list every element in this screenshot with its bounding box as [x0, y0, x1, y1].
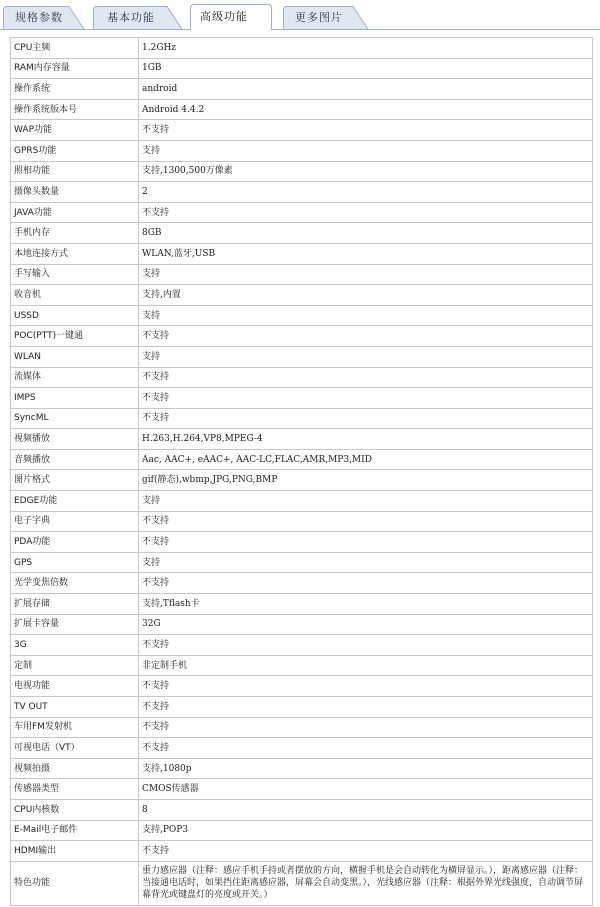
spec-label: 视频播放 [11, 429, 139, 450]
spec-row [11, 346, 593, 367]
spec-label: 电视功能 [11, 676, 139, 697]
spec-value: CMOS传感器 [139, 779, 593, 800]
spec-value: 不支持 [139, 408, 593, 429]
spec-row [11, 140, 593, 161]
spec-value: 重力感应器（注释：感应手机手持或者摆放的方向，横握手机是会自动转化为横屏显示。），距离感应器（注释：当接通电话时，如果挡住距离感应器，屏幕会自动变黑。），光线感应器（注释：根据外界光线强度，自动调节屏幕背光或键盘灯的亮度或开关。） [139, 861, 593, 905]
spec-value: Aac, AAC+, eAAC+, AAC-LC,FLAC,AMR,MP3,MID [139, 449, 593, 470]
tab-label: 规格参数 [15, 11, 63, 24]
spec-row [11, 799, 593, 820]
spec-value: 2 [139, 182, 593, 203]
spec-row [11, 305, 593, 326]
spec-value: 不支持 [139, 573, 593, 594]
spec-label: 图片格式 [11, 470, 139, 491]
spec-label: 收音机 [11, 285, 139, 306]
spec-row [11, 697, 593, 718]
spec-row [11, 779, 593, 800]
spec-label: 扩展卡容量 [11, 614, 139, 635]
tab-bar-underline [0, 29, 600, 30]
spec-label: 特色功能 [11, 861, 139, 905]
spec-label: RAM内存容量 [11, 58, 139, 79]
spec-value: 不支持 [139, 676, 593, 697]
spec-value: 不支持 [139, 367, 593, 388]
spec-value: 8GB [139, 223, 593, 244]
spec-label: 操作系统 [11, 79, 139, 100]
spec-value: 不支持 [139, 202, 593, 223]
spec-label: 3G [11, 635, 139, 656]
spec-label: 操作系统版本号 [11, 99, 139, 120]
spec-value: 不支持 [139, 738, 593, 759]
spec-row [11, 491, 593, 512]
tab-basic-features[interactable] [93, 6, 183, 30]
spec-label: TV OUT [11, 697, 139, 718]
spec-value: 不支持 [139, 697, 593, 718]
spec-row [11, 429, 593, 450]
tab-label: 基本功能 [107, 11, 155, 24]
tab-specs[interactable] [3, 6, 85, 30]
spec-value: 支持 [139, 346, 593, 367]
spec-row [11, 758, 593, 779]
spec-row [11, 614, 593, 635]
tab-advanced-features[interactable] [190, 4, 272, 30]
spec-row [11, 717, 593, 738]
spec-value: 支持 [139, 140, 593, 161]
spec-row [11, 243, 593, 264]
spec-label: 可视电话（VT） [11, 738, 139, 759]
spec-table-body [11, 38, 593, 906]
spec-value: 1GB [139, 58, 593, 79]
spec-value: 不支持 [139, 120, 593, 141]
spec-row [11, 594, 593, 615]
spec-label: 视频拍摄 [11, 758, 139, 779]
spec-row [11, 285, 593, 306]
spec-label: GPRS功能 [11, 140, 139, 161]
spec-label: 流媒体 [11, 367, 139, 388]
spec-row [11, 676, 593, 697]
spec-row [11, 635, 593, 656]
spec-label: USSD [11, 305, 139, 326]
spec-value: 支持,POP3 [139, 820, 593, 841]
spec-value: 8 [139, 799, 593, 820]
spec-value: 不支持 [139, 532, 593, 553]
spec-label: 车用FM发射机 [11, 717, 139, 738]
spec-row [11, 388, 593, 409]
spec-value: 不支持 [139, 326, 593, 347]
spec-row [11, 202, 593, 223]
spec-label: 扩展存储 [11, 594, 139, 615]
spec-row [11, 367, 593, 388]
spec-value: 支持,内置 [139, 285, 593, 306]
spec-row [11, 182, 593, 203]
spec-label: POC(PTT)一键通 [11, 326, 139, 347]
spec-value: 支持 [139, 264, 593, 285]
spec-value: 支持,1080p [139, 758, 593, 779]
spec-value: 支持 [139, 305, 593, 326]
spec-value: 不支持 [139, 511, 593, 532]
spec-label: 本地连接方式 [11, 243, 139, 264]
tab-label: 更多图片 [295, 11, 343, 24]
spec-label: PDA功能 [11, 532, 139, 553]
spec-row [11, 511, 593, 532]
spec-label: 摄像头数量 [11, 182, 139, 203]
spec-table [10, 37, 593, 906]
spec-label: 光学变焦倍数 [11, 573, 139, 594]
spec-label: 手写输入 [11, 264, 139, 285]
spec-value: H.263,H.264,VP8,MPEG-4 [139, 429, 593, 450]
spec-row [11, 264, 593, 285]
spec-value: 不支持 [139, 635, 593, 656]
spec-value: 不支持 [139, 841, 593, 862]
spec-label: WLAN [11, 346, 139, 367]
spec-label: 定制 [11, 655, 139, 676]
spec-value: Android 4.4.2 [139, 99, 593, 120]
spec-label: 电子字典 [11, 511, 139, 532]
spec-row [11, 79, 593, 100]
spec-label: GPS [11, 552, 139, 573]
spec-label: 手机内存 [11, 223, 139, 244]
spec-row [11, 841, 593, 862]
spec-label: CPU内核数 [11, 799, 139, 820]
spec-row [11, 99, 593, 120]
spec-row [11, 449, 593, 470]
spec-label: HDMI输出 [11, 841, 139, 862]
spec-label: CPU主频 [11, 38, 139, 59]
spec-label: 传感器类型 [11, 779, 139, 800]
spec-value: 支持,Tflash卡 [139, 594, 593, 615]
spec-value: 32G [139, 614, 593, 635]
tab-bar [0, 0, 600, 30]
spec-value: WLAN,蓝牙,USB [139, 243, 593, 264]
spec-row [11, 38, 593, 59]
spec-row [11, 573, 593, 594]
spec-value: 不支持 [139, 717, 593, 738]
spec-label: E-Mail电子邮件 [11, 820, 139, 841]
spec-row [11, 470, 593, 491]
spec-row [11, 161, 593, 182]
spec-label: EDGE功能 [11, 491, 139, 512]
spec-row [11, 326, 593, 347]
spec-row [11, 223, 593, 244]
spec-value: 不支持 [139, 388, 593, 409]
spec-label: 音频播放 [11, 449, 139, 470]
spec-row [11, 738, 593, 759]
spec-row [11, 532, 593, 553]
spec-value: 支持 [139, 491, 593, 512]
spec-value: 支持,1300,500万像素 [139, 161, 593, 182]
tab-more-images[interactable] [283, 6, 369, 30]
spec-row [11, 58, 593, 79]
spec-value: gif(静态),wbmp,JPG,PNG,BMP [139, 470, 593, 491]
spec-label: 照相功能 [11, 161, 139, 182]
spec-value: android [139, 79, 593, 100]
spec-row [11, 820, 593, 841]
spec-label: SyncML [11, 408, 139, 429]
spec-label: WAP功能 [11, 120, 139, 141]
spec-value: 非定制手机 [139, 655, 593, 676]
tab-label: 高级功能 [200, 10, 248, 23]
spec-value: 支持 [139, 552, 593, 573]
spec-row [11, 655, 593, 676]
spec-label: JAVA功能 [11, 202, 139, 223]
spec-label: IMPS [11, 388, 139, 409]
spec-row [11, 861, 593, 905]
spec-row [11, 408, 593, 429]
spec-row [11, 552, 593, 573]
spec-value: 1.2GHz [139, 38, 593, 59]
spec-row [11, 120, 593, 141]
